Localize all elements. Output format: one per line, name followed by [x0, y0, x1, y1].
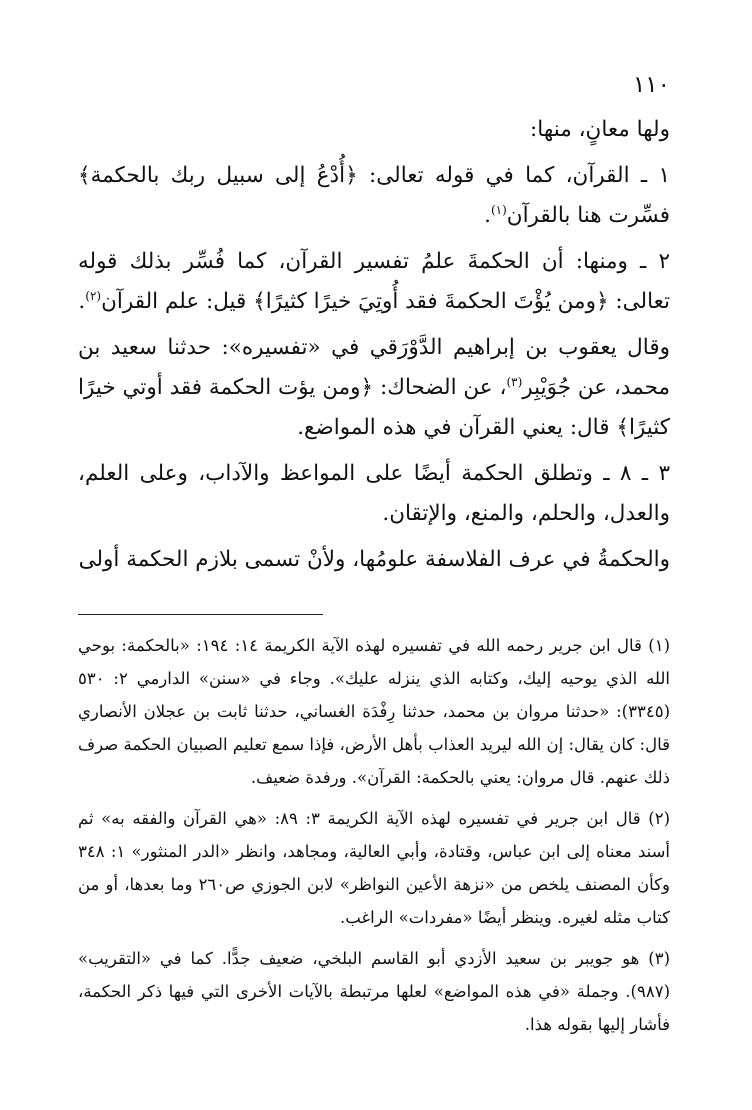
footnote-divider — [78, 614, 323, 615]
paragraph-yaqub-quote-end: ، عن الضحاك: ﴿ومن يؤت الحكمة فقد أوتي خيرًا كثيرًا﴾ قال: يعني القرآن في هذه المواضع. — [78, 375, 670, 440]
paragraph-intro: ولها معانٍ، منها: — [530, 117, 670, 142]
paragraph-yaqub-quote — [78, 328, 670, 448]
document-page — [78, 70, 670, 1049]
footnote-1: (١) قال ابن جرير رحمه الله في تفسيره لهذه الآية الكريمة ١٤: ١٩٤: «بالحكمة: بوحي الله الذي يوحيه إليك، وكتابه الذي ينزله عليك». وجاء في «سنن» الدارمي ٢: ٥٣٠ (٣٣٤٥): «حدثنا مروان بن محمد، حدثنا رِفْدَة الغساني، حدثنا ثابت بن عجلان الأنصاري قال: كان يقال: إن الله ليريد العذاب بأهل الأرض، فإذا سمع تعليم الصبيان الحكمة صرف ذلك عنهم. قال مروان: يعني بالحكمة: القرآن». ورفدة ضعيف. — [78, 636, 670, 787]
footnote-mark-2: (٢) — [85, 288, 102, 303]
paragraph-philosophers: والحكمةُ في عرف الفلاسفة علومُها، ولأنْ تسمى بلازم الحكمة أولى — [78, 547, 670, 572]
paragraph-yaqub-quote-text: وقال يعقوب بن إبراهيم الدَّوْرَقي في «تفسيره»: حدثنا سعيد بن محمد، عن جُوَيْبِر — [78, 335, 670, 400]
paragraph-meaning-1 — [78, 156, 670, 236]
paragraph-meaning-2-text: ٢ ـ ومنها: أن الحكمةَ علمُ تفسير القرآن، كما فُسِّر بذلك قوله تعالى: ﴿ومن يُؤْتَ الحكمةَ فقد أُوتِيَ خيرًا كثيرًا﴾ قيل: علم القرآن — [78, 249, 670, 314]
paragraph-meanings-3-8: ٣ ـ ٨ ـ وتطلق الحكمة أيضًا على المواعظ والآداب، وعلى العلم، والعدل، والحلم، والمنع، والإتقان. — [78, 461, 670, 526]
footnote-2: (٢) قال ابن جرير في تفسيره لهذه الآية الكريمة ٣: ٨٩: «هي القرآن والفقه به» ثم أسند معناه إلى ابن عباس، وقتادة، وأبي العالية، ومجاهد، وانظر «الدر المنثور» ١: ٣٤٨ وكأن المصنف يلخص من «نزهة الأعين النواظر» لابن الجوزي ص٢٦٠ وما بعدها، أو من كتاب مثله لغيره. وينظر أيضًا «مفردات» الراغب. — [78, 809, 671, 927]
main-text — [78, 110, 670, 580]
footnote-mark-3: (٣) — [506, 374, 523, 389]
page-number: ١١٠ — [632, 72, 670, 98]
footnote-mark-1: (١) — [490, 202, 507, 217]
paragraph-meaning-1-end: . — [484, 203, 491, 228]
paragraph-meaning-1-text: ١ ـ القرآن، كما في قوله تعالى: ﴿أُدْعُ إلى سبيل ربك بالحكمة﴾ فسِّرت هنا بالقرآن — [78, 163, 670, 228]
paragraph-meaning-2-end: . — [78, 289, 86, 314]
paragraph-meaning-2 — [78, 242, 670, 322]
footnotes — [78, 629, 670, 1041]
footnote-3: (٣) هو جويبر بن سعيد الأزدي أبو القاسم البلخي، ضعيف جدًّا. كما في «التقريب» (٩٨٧). وجملة «في هذه المواضع» لعلها مرتبطة بالآيات الأخرى التي فيها ذكر الحكمة، فأشار إليها بقوله هذا. — [78, 949, 670, 1034]
